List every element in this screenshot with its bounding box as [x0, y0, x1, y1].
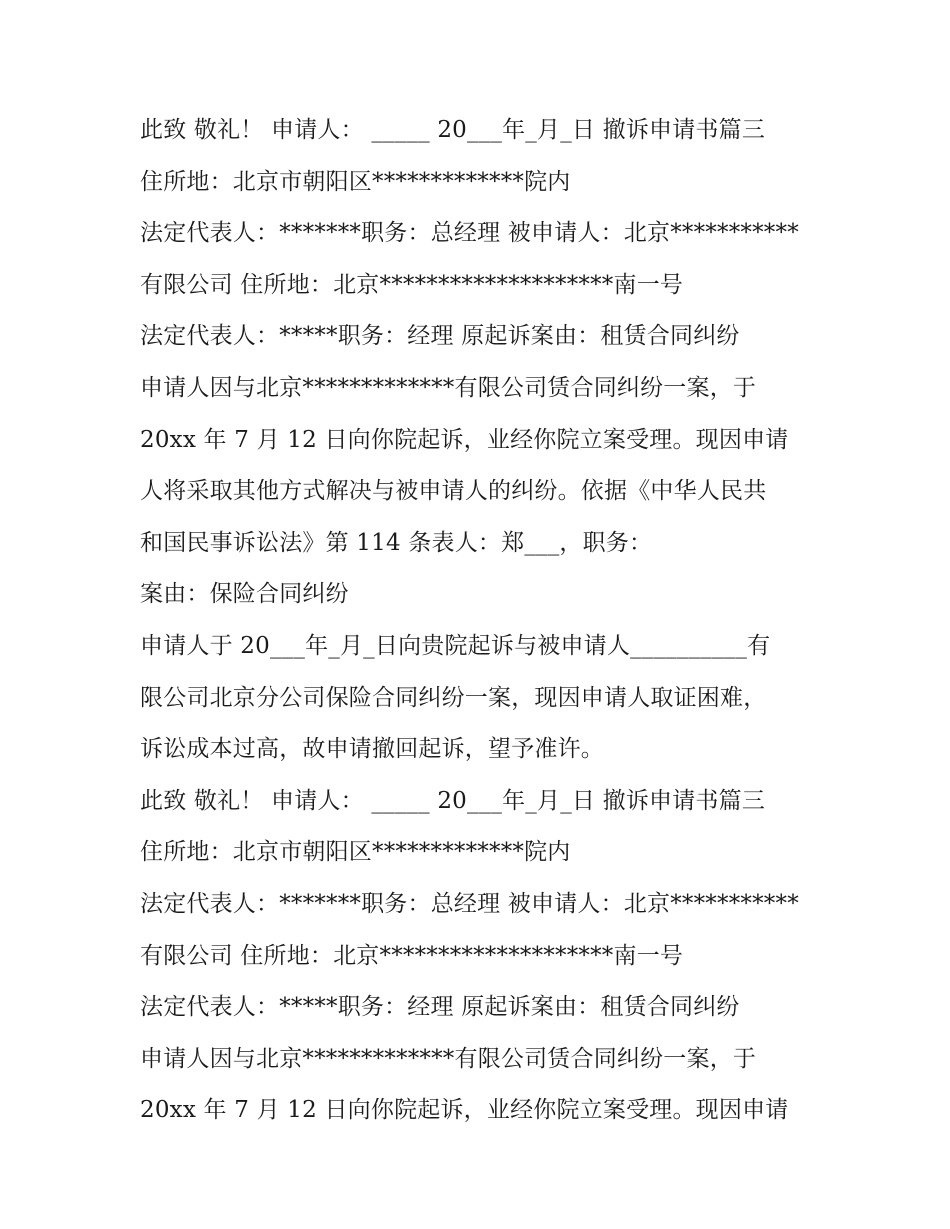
text-line: 和国民事诉讼法》第 114 条表人：郑___，职务：: [140, 529, 653, 556]
text-line: 此致 敬礼！ 申请人： _____ 20___年_月_日 撤诉申请书篇三: [140, 117, 766, 143]
text-line: 住所地：北京市朝阳区*************院内: [140, 839, 571, 866]
text-line: 限公司北京分公司保险合同纠纷一案，现因申请人取证困难，: [140, 684, 767, 711]
text-line: 申请人于 20___年_月_日向贵院起诉与被申请人__________有: [140, 632, 771, 659]
text-line: 法定代表人：*******职务：总经理 被申请人：北京***********: [140, 220, 799, 247]
text-line: 有限公司 住所地：北京********************南一号: [140, 942, 684, 969]
text-line: 申请人因与北京*************有限公司赁合同纠纷一案，于: [140, 374, 757, 401]
text-line: 人将采取其他方式解决与被申请人的纠纷。依据《中华人民共: [140, 478, 767, 505]
text-line: 法定代表人：*****职务：经理 原起诉案由：租赁合同纠纷: [140, 323, 740, 350]
text-line: 案由：保险合同纠纷: [140, 581, 349, 608]
text-line: 申请人因与北京*************有限公司赁合同纠纷一案，于: [140, 1045, 757, 1072]
text-line: 有限公司 住所地：北京********************南一号: [140, 271, 684, 298]
document-body: [140, 108, 820, 1140]
text-line: 诉讼成本过高，故申请撤回起诉，望予准许。: [140, 736, 604, 763]
text-line: 法定代表人：*****职务：经理 原起诉案由：租赁合同纠纷: [140, 994, 740, 1021]
text-line: 20xx 年 7 月 12 日向你院起诉，业经你院立案受理。现因申请: [140, 1097, 789, 1124]
text-line: 此致 敬礼！ 申请人： _____ 20___年_月_日 撤诉申请书篇三: [140, 787, 766, 814]
text-line: 20xx 年 7 月 12 日向你院起诉，业经你院立案受理。现因申请: [140, 426, 789, 453]
text-line: 法定代表人：*******职务：总经理 被申请人：北京***********: [140, 890, 799, 917]
text-line: 住所地：北京市朝阳区*************院内: [140, 168, 571, 195]
